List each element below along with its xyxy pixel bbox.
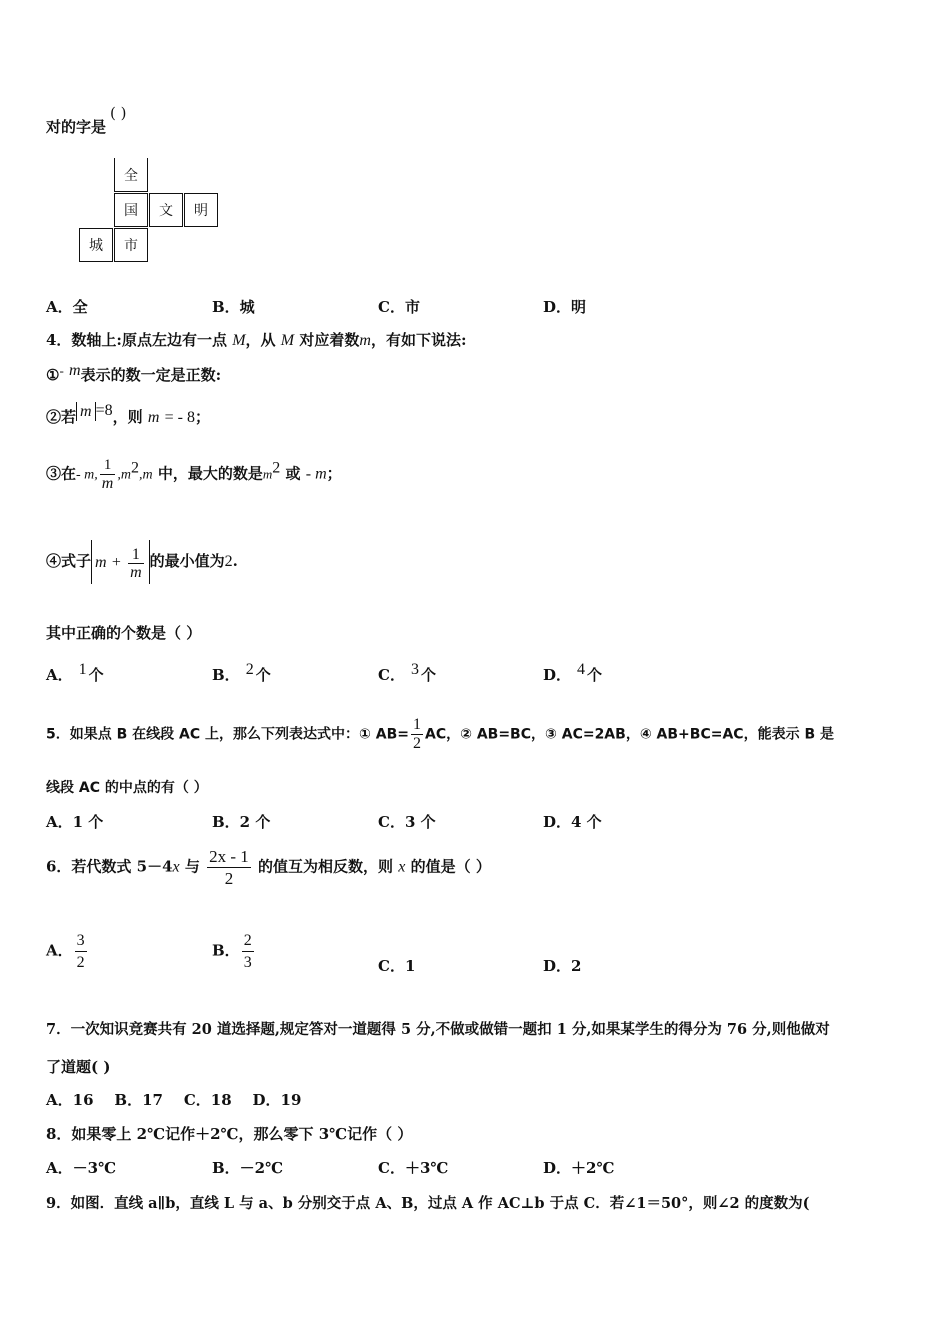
q6-option-d[interactable]: D．2 <box>543 957 582 975</box>
q4-statement-4: ④式子 m + $\frac{1}{m}$ 的最小值为2. <box>46 540 238 584</box>
q8-option-a[interactable]: A．－3℃ <box>46 1159 117 1177</box>
q8-option-b[interactable]: B．－2℃ <box>212 1159 284 1177</box>
q7-stem-line1: 7．一次知识竞赛共有 20 道选择题,规定答对一道题得 5 分,不做或做错一题扣 1 分,如果某学生的得分为 76 分,则他做对 <box>46 1021 830 1038</box>
q4-statement-3: ③在- m, $\frac{1}{m}$ $,m^2,m$ 中，最大的数是$m^2$ 或 - m； <box>46 457 342 492</box>
q5-option-c[interactable]: C．3 个 <box>378 813 436 831</box>
q8-option-d[interactable]: D．＋2℃ <box>543 1159 615 1177</box>
q8-option-c[interactable]: C．＋3℃ <box>378 1159 449 1177</box>
q5-option-a[interactable]: A．1 个 <box>46 813 104 831</box>
q3-stem: 对的字是( ) <box>46 104 127 136</box>
q5-option-b[interactable]: B．2 个 <box>212 813 271 831</box>
q6-option-a[interactable]: A． $\frac{3}{2}$ <box>46 932 85 971</box>
q4-option-c[interactable]: C． 3 个 <box>378 661 436 684</box>
q8-stem: 8．如果零上 2℃记作＋2℃，那么零下 3℃记作（ ） <box>46 1125 413 1143</box>
q4-question: 其中正确的个数是（ ） <box>46 624 202 642</box>
q7-stem-line2: 了道题( ) <box>46 1058 111 1076</box>
q5-stem-line1: 5．如果点 B 在线段 AC 上，那么下列表达式中：① AB= $\frac{1}{2}$ AC，② AB=BC，③ AC=2AB，④ AB+BC=AC，能表示 B 是 <box>46 716 834 752</box>
q6-option-c[interactable]: C．1 <box>378 957 416 975</box>
q4-stem: 4．数轴上:原点左边有一点 M，从 M 对应着数m，有如下说法: <box>46 331 467 349</box>
net-cell-6: 市 <box>114 228 148 262</box>
q4-option-a[interactable]: A． 1 个 <box>46 661 104 684</box>
net-cell-3: 文 <box>149 193 183 227</box>
q4-statement-2: ②若 m =8，则 m = - 8； <box>46 402 211 426</box>
q9-stem: 9．如图．直线 a∥b，直线 L 与 a、b 分别交于点 A、B，过点 A 作 AC⊥b 于点 C．若∠1＝50°，则∠2 的度数为( <box>46 1195 810 1212</box>
q6-option-b[interactable]: B． $\frac{2}{3}$ <box>212 932 252 971</box>
q4-option-d[interactable]: D． 4 个 <box>543 661 603 684</box>
net-cell-2: 国 <box>114 193 148 227</box>
net-cell-4: 明 <box>184 193 218 227</box>
net-cell-1: 全 <box>114 158 148 192</box>
q3-option-c[interactable]: C．市 <box>378 298 420 316</box>
net-cell-5: 城 <box>79 228 113 262</box>
q3-cube-net <box>78 158 218 264</box>
q4-option-b[interactable]: B． 2 个 <box>212 661 271 684</box>
q7-options[interactable]: A．16 B．17 C．18 D．19 <box>46 1091 302 1109</box>
q5-option-d[interactable]: D．4 个 <box>543 813 602 831</box>
q3-option-b[interactable]: B．城 <box>212 298 255 316</box>
q4-statement-1: ①- m表示的数一定是正数: <box>46 362 222 384</box>
q3-option-a[interactable]: A．全 <box>46 298 88 316</box>
q5-stem-line2: 线段 AC 的中点的有（ ） <box>46 780 208 796</box>
q3-answer-paren: ( ) <box>110 104 127 122</box>
q6-stem: 6．若代数式 5－4x 与 $\frac{2x - 1}{2}$ 的值互为相反数，则 x 的值是（ ） <box>46 847 491 888</box>
q3-option-d[interactable]: D．明 <box>543 298 587 316</box>
